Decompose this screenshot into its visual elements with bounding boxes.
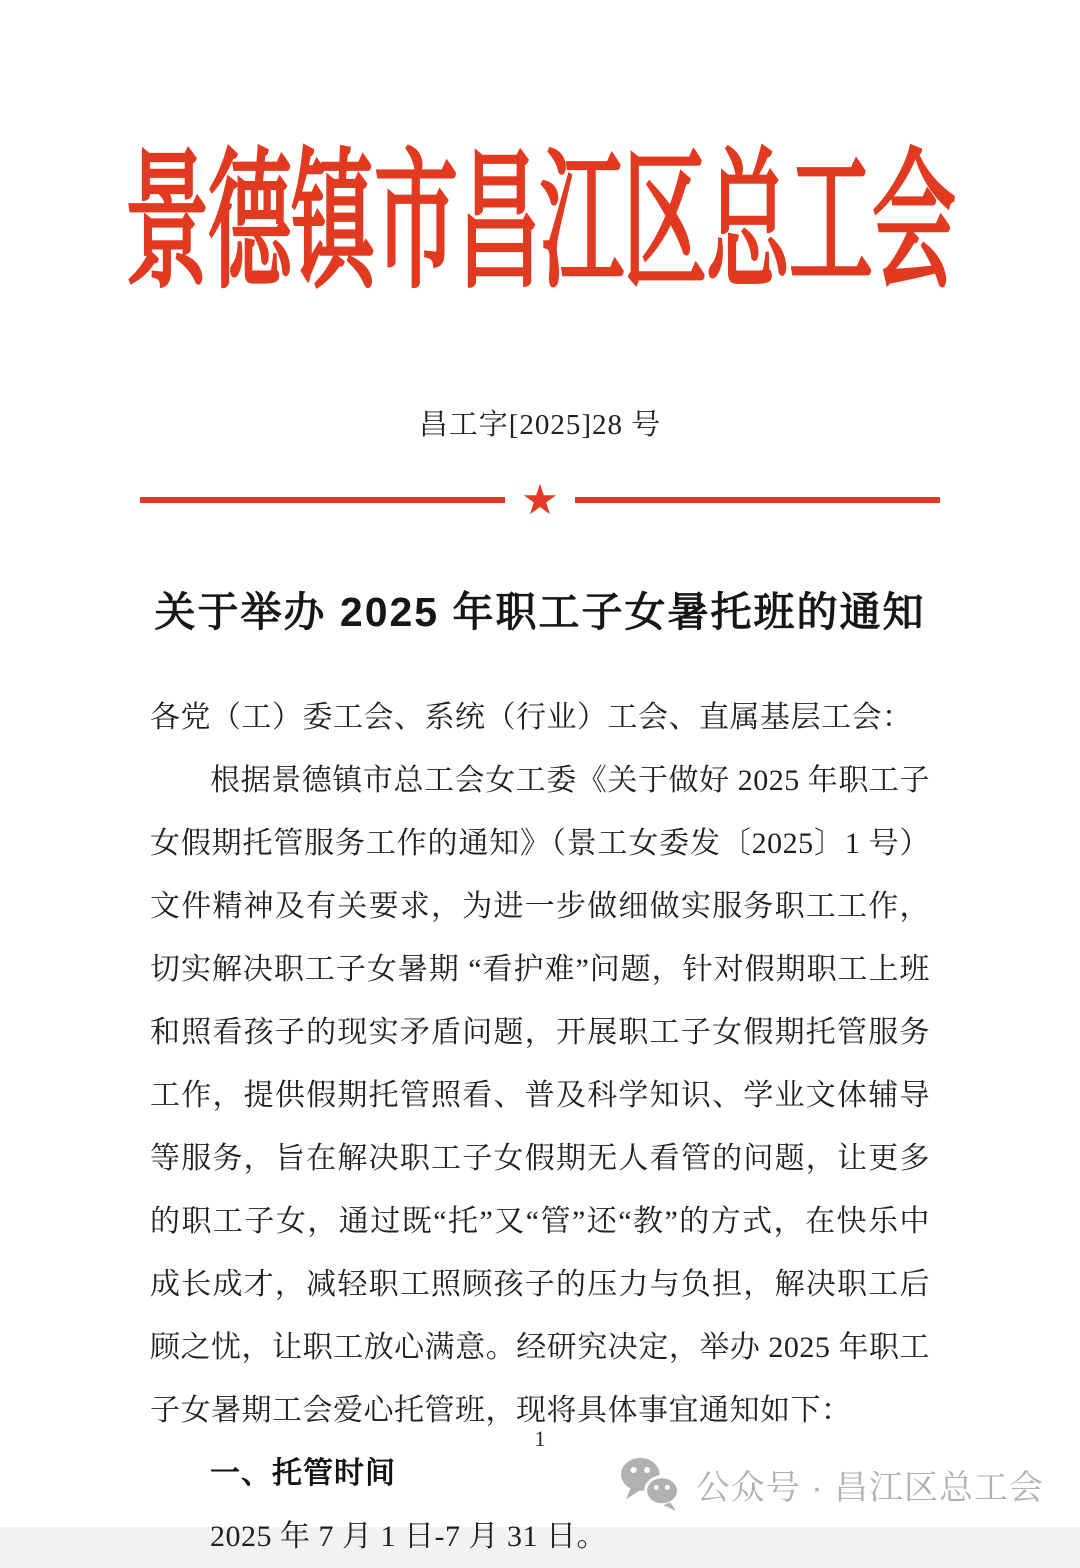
document-title: 关于举办 2025 年职工子女暑托班的通知 <box>154 589 926 635</box>
document-number: 昌工字[2025]28 号 <box>418 409 662 441</box>
section-1-heading: 一、托管时间 <box>210 1457 396 1490</box>
masthead <box>0 140 1080 310</box>
main-paragraph: 根据景德镇市总工会女工委《关于做好 2025 年职工子女假期托管服务工作的通知》（景工女委发〔2025〕1 号）文件精神及有关要求，为进一步做细做实服务职工工作，切实解决职工子女暑期 “看护难”问题，针对假期职工上班和照看孩子的现实矛盾问题，开展职工子女假期托管服务工作，提供假期托管照看、普及科学知识、学业文体辅导等服务，旨在解决职工子女假期无人看管的问题，让更多的职工子女，通过既“托”又“管”还“教”的方式，在快乐中成长成才，减轻职工照顾孩子的压力与负担，解决职工后顾之忧，让职工放心满意。经研究决定，举办 2025 年职工子女暑期工会爱心托管班，现将具体事宜通知如下： <box>150 764 930 1427</box>
divider-line-left <box>140 497 505 503</box>
agency-header-title: 景德镇市昌江区总工会 <box>124 140 955 308</box>
red-divider <box>140 475 940 524</box>
footer-watermark <box>618 1456 1044 1512</box>
star-icon: ★ <box>521 475 559 524</box>
divider-line-right <box>575 497 940 503</box>
page-number: 1 <box>534 1426 546 1451</box>
wechat-icon <box>618 1456 682 1512</box>
footer-watermark-text: 公众号 · 昌江区总工会 <box>695 1468 1044 1507</box>
salutation: 各党（工）委工会、系统（行业）工会、直属基层工会： <box>150 701 913 734</box>
section-1-body: 2025 年 7 月 1 日-7 月 31 日。 <box>210 1520 607 1553</box>
